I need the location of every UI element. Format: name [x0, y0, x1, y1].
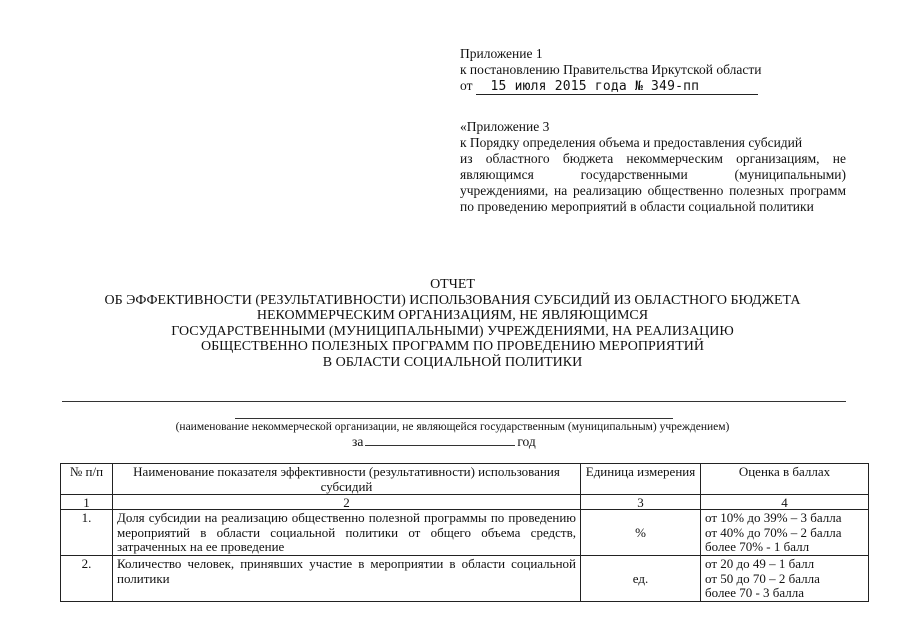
period-blank — [365, 433, 515, 446]
appendix-1-date-row — [460, 78, 860, 95]
indicator-scores — [701, 510, 869, 556]
row-number: 2. — [61, 555, 113, 601]
column-number: 1 — [61, 495, 113, 510]
period-suffix: год — [517, 434, 536, 449]
report-title-line5: ОБЩЕСТВЕННО ПОЛЕЗНЫХ ПРОГРАММ ПО ПРОВЕДЕНИЮ МЕРОПРИЯТИЙ — [200, 339, 705, 355]
report-period — [352, 433, 536, 450]
date-underline — [476, 79, 758, 95]
header-score: Оценка в баллах — [701, 464, 869, 495]
header-num: № п/п — [61, 464, 113, 495]
appendix-3-line1: к Порядку определения объема и предоставления субсидий — [460, 135, 803, 150]
score-line: от 40% до 70% – 2 балла — [705, 524, 842, 540]
report-title-line6: В ОБЛАСТИ СОЦИАЛЬНОЙ ПОЛИТИКИ — [322, 354, 583, 370]
indicator-name: Количество человек, принявших участие в мероприятии в области социальной политики — [113, 555, 581, 601]
report-title-line1: ОТЧЕТ — [430, 277, 475, 292]
header-unit: Единица измерения — [581, 464, 701, 495]
column-number: 4 — [701, 495, 869, 510]
appendix-3-title: «Приложение 3 — [460, 119, 550, 134]
indicator-unit: ед. — [581, 555, 701, 601]
score-line: от 10% до 39% – 3 балла — [705, 510, 842, 526]
score-line: от 20 до 49 – 1 балл — [705, 555, 815, 571]
score-line: более 70% - 1 балл — [705, 539, 810, 555]
report-title-line3: НЕКОММЕРЧЕСКИМ ОРГАНИЗАЦИЯМ, НЕ ЯВЛЯЮЩИМСЯ — [256, 308, 649, 324]
appendix-3-header — [460, 119, 846, 215]
table-row — [61, 510, 869, 556]
organization-name-line — [62, 401, 846, 402]
appendix-1-title: Приложение 1 — [460, 46, 543, 61]
appendix-1-reference: к постановлению Правительства Иркутской области — [460, 62, 762, 77]
column-number-row — [61, 495, 869, 510]
report-title-line2: ОБ ЭФФЕКТИВНОСТИ (РЕЗУЛЬТАТИВНОСТИ) ИСПОЛЬЗОВАНИЯ СУБСИДИЙ ИЗ ОБЛАСТНОГО БЮДЖЕТА — [104, 292, 801, 308]
appendix-1-header — [460, 46, 860, 95]
row-number: 1. — [61, 510, 113, 556]
column-number: 2 — [113, 495, 581, 510]
header-name: Наименование показателя эффективности (результативности) использования субсидий — [113, 464, 581, 495]
score-line: от 50 до 70 – 2 балла — [705, 570, 820, 586]
indicator-table — [60, 463, 869, 602]
date-prefix: от — [460, 78, 473, 93]
report-title — [40, 277, 865, 371]
appendix-3-body: из областного бюджета некоммерческим организациям, не являющимся государственными (муниципальными) учреждениями, на реализацию общественно полезных программ по проведению мероприятий в области социальной политики — [460, 151, 846, 214]
report-title-line4: ГОСУДАРСТВЕННЫМИ (МУНИЦИПАЛЬНЫМИ) УЧРЕЖДЕНИЯМИ, НА РЕАЛИЗАЦИЮ — [171, 323, 734, 339]
organization-caption: (наименование некоммерческой организации, не являющейся государственным (муниципальным) учреждением) — [175, 421, 730, 433]
indicator-scores — [701, 555, 869, 601]
date-value: 15 июля 2015 года № 349-пп — [490, 79, 700, 94]
organization-name-subline — [235, 418, 673, 419]
table-row — [61, 555, 869, 601]
table-header-row — [61, 464, 869, 495]
indicator-name: Доля субсидии на реализацию общественно полезной программы по проведению мероприятий в области социальной политики от общего объема средств, затраченных на ее проведение — [113, 510, 581, 556]
score-line: более 70 - 3 балла — [705, 585, 805, 601]
column-number: 3 — [581, 495, 701, 510]
period-prefix: за — [352, 434, 364, 449]
indicator-unit: % — [581, 510, 701, 556]
